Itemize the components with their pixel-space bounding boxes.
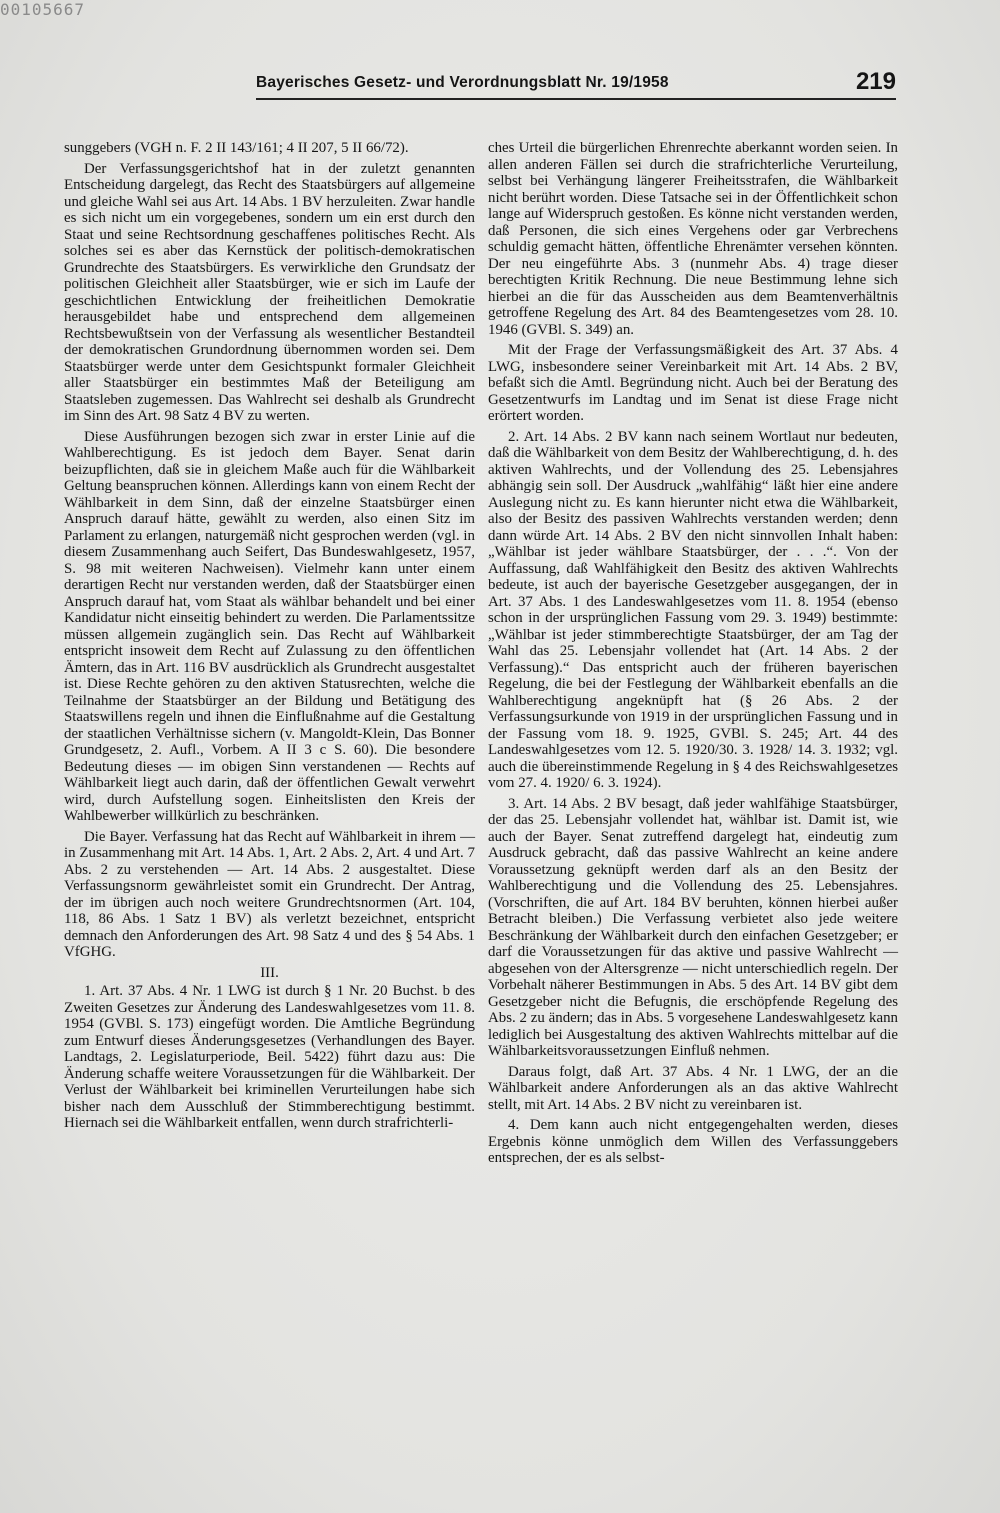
left-column xyxy=(64,140,475,1136)
paragraph: Der Verfassungsgerichtshof hat in der zuletzt genannten Entscheidung dargelegt, das Recht des Staatsbürgers auf allgemeine und gleiche Wahl sei aus Art. 14 Abs. 1 BV herzuleiten. Zwar handle es sich nicht um ein vorgegebenes, sondern um ein erst durch den Staat und seine Rechtsordnung geschaffenes politisches Recht. Als solches sei es aber das Kernstück der politisch-demokratischen Grundrechte des Staatsbürgers. Es verwirkliche den Grundsatz der politischen Gleichheit aller Staatsbürger, wie er sich im Laufe der geschichtlichen Entwicklung der freiheitlichen Demokratie herausgebildet habe und entsprechend dem allgemeinen Rechtsbewußtsein von der Verfassung als wesentlicher Bestandteil der demokratischen Grundordnung übernommen worden sei. Dem Staatsbürger werde unter dem Gesichtspunkt formaler Gleichheit aller Staatsbürger ein bestimmtes Maß der Beteiligung am Staatsleben zugemessen. Das Wahlrecht sei deshalb als Grundrecht im Sinn des Art. 98 Satz 4 BV zu werten. xyxy=(64,160,475,424)
section-heading: III. xyxy=(260,964,279,981)
page-number: 219 xyxy=(855,68,896,95)
archive-stamp: 00105667 xyxy=(0,0,86,19)
paragraph: 3. Art. 14 Abs. 2 BV besagt, daß jeder wahlfähige Staatsbürger, der das 25. Lebensjahr vollendet hat, wählbar ist. Damit ist, wie auch der Bayer. Senat zutreffend dargelegt hat, eindeutig zum Ausdruck gebracht, daß das passive Wahlrecht an keine andere Voraussetzung geknüpft werden darf als an den Besitz der Wahlberechtigung und die Vollendung des 25. Lebensjahres. (Vorschriften, die auf Art. 184 BV beruhten, können hierbei außer Betracht bleiben.) Die Verfassung verbietet also jede weitere Beschränkung der Wählbarkeit durch den einfachen Gesetzgeber; er darf die Voraussetzungen für das aktive und passive Wahlrecht — abgesehen von der Altersgrenze — nicht unterschiedlich regeln. Der Vorbehalt näherer Bestimmungen in Abs. 5 des Art. 14 BV gibt dem Gesetzgeber nicht die Befugnis, die erschöpfende Regelung des Abs. 2 zu ändern; das in Abs. 5 vorgesehene Landeswahlgesetz kann lediglich bei Ausgestaltung des aktiven Wahlrechts mittelbar auf die Wählbarkeitsvoraussetzungen Einfluß nehmen. xyxy=(488,795,898,1059)
paragraph: 2. Art. 14 Abs. 2 BV kann nach seinem Wortlaut nur bedeuten, daß die Wählbarkeit von dem Besitz der Wahlberechtigung, d. h. des aktiven Wahlrechts, und der Vollendung des 25. Lebensjahres abhängig sein soll. Der Ausdruck „wahlfähig“ läßt hier eine andere Auslegung nicht zu. Es kann hierunter nicht etwa die Wählbarkeit, also der Besitz des passiven Wahlrechts verstanden werden; denn dann würde Art. 14 Abs. 2 BV den nicht sinnvollen Inhalt haben: „Wählbar ist jeder wählbare Staatsbürger, der . . .“. Von der Auffassung, daß Wahlfähigkeit den Besitz des aktiven Wahlrechts bedeute, ist auch der bayerische Gesetzgeber ausgegangen, der in Art. 37 Abs. 1 des Landeswahlgesetzes vom 11. 8. 1954 (ebenso schon in der ursprünglichen Fassung vom 29. 3. 1949) bestimmte: „Wählbar ist jeder stimmberechtigte Staatsbürger, der am Tag der Wahl das 25. Lebensjahr vollendet hat (Art. 14 Abs. 2 der Verfassung).“ Das entspricht auch der früheren bayerischen Regelung, die bei der Festlegung der Wählbarkeit ebenfalls an die Wahlberechtigung angeknüpft hat (§ 26 Abs. 2 der Verfassungsurkunde von 1919 in der ursprünglichen Fassung und in der Fassung vom 18. 9. 1925, GVBl. S. 245; Art. 44 des Landeswahlgesetzes vom 12. 5. 1920/30. 3. 1928/ 14. 3. 1932; vgl. auch die übereinstimmende Regelung in § 4 des Reichswahlgesetzes vom 27. 4. 1920/ 6. 3. 1924). xyxy=(488,428,898,791)
journal-title: Bayerisches Gesetz- und Verordnungsblatt Nr. 19/1958 xyxy=(256,74,669,91)
right-column xyxy=(488,140,898,1171)
paragraph: ches Urteil die bürgerlichen Ehrenrechte aberkannt worden seien. In allen anderen Fällen sei durch die strafrichterliche Verurteilung, selbst bei Verhängung längerer Freiheitsstrafen, die Wählbarkeit nicht berührt worden. Diese Tatsache sei in der Öffentlichkeit schon lange auf Widerspruch gestoßen. Es könne nicht verstanden werden, daß Personen, die sich eines Vergehens oder gar Verbrechens schuldig gemacht hätten, öffentliche Ehrenämter versehen könnten. Der neu eingeführte Abs. 3 (nunmehr Abs. 4) trage dieser berechtigten Kritik Rechnung. Die neue Bestimmung lehne sich hierbei an die für das Ausscheiden aus dem Beamtenverhältnis getroffene Regelung des Art. 84 des Beamtengesetzes vom 28. 10. 1946 (GVBl. S. 349) an. xyxy=(488,140,898,338)
paragraph: Daraus folgt, daß Art. 37 Abs. 4 Nr. 1 LWG, der an die Wählbarkeit andere Anforderungen als an das aktive Wahlrecht stellt, mit Art. 14 Abs. 2 BV nicht zu vereinbaren ist. xyxy=(488,1063,898,1113)
paragraph: Diese Ausführungen bezogen sich zwar in erster Linie auf die Wahlberechtigung. Es ist jedoch dem Bayer. Senat darin beizupflichten, daß sie in gleichem Maße auch für die Wählbarkeit Geltung beanspruchen können. Allerdings kann von einem Recht der Wählbarkeit in dem Sinn, daß der einzelne Staatsbürger einen Anspruch darauf hätte, gewählt zu werden, also einen Sitz im Parlament zu erlangen, naturgemäß nicht gesprochen werden (vgl. in diesem Zusammenhang auch Seifert, Das Bundeswahlgesetz, 1957, S. 98 mit weiteren Nachweisen). Vielmehr kann unter einem derartigen Recht nur verstanden werden, daß der Staatsbürger einen Anspruch darauf hat, vom Staat als wählbar behandelt und bei einer Kandidatur nicht einseitig behindert zu werden. Die Parlamentssitze müssen allgemein zugänglich sein. Das Recht auf Wählbarkeit entspricht insoweit dem Recht auf Zulassung zu den öffentlichen Ämtern, das in Art. 116 BV ausdrücklich als Grundrecht ausgestaltet ist. Diese Rechte gehören zu den aktiven Statusrechten, welche die Teilnahme der Staatsbürger an der Bildung und Betätigung des Staatswillens regeln und ihnen die Einflußnahme auf die Gestaltung der staatlichen Verhältnisse sichern (v. Mangoldt-Klein, Das Bonner Grundgesetz, 2. Aufl., Vorbem. A II 3 c S. 60). Die besondere Bedeutung dieses — im obigen Sinn verstandenen — Rechts auf Wählbarkeit liegt auch darin, daß der öffentlichen Gewalt verwehrt wird, durch Aufstellung sogen. Einheitslisten den Kreis der Wahlbewerber willkürlich zu beschränken. xyxy=(64,428,475,824)
paragraph: Die Bayer. Verfassung hat das Recht auf Wählbarkeit in ihrem — in Zusammenhang mit Art. 14 Abs. 1, Art. 2 Abs. 2, Art. 4 und Art. 7 Abs. 2 zu verstehenden — Art. 14 Abs. 2 ausgestaltet. Diese Verfassungsnorm gewährleistet somit ein Grundrecht. Der Antrag, der im übrigen auch noch weitere Grundrechtsnormen (Art. 104, 118, 86 Abs. 1 Satz 1 BV) als verletzt bezeichnet, entspricht demnach den Anforderungen des Art. 98 Satz 4 und des § 54 Abs. 1 VfGHG. xyxy=(64,828,475,960)
paragraph: Mit der Frage der Verfassungsmäßigkeit des Art. 37 Abs. 4 LWG, insbesondere seiner Vereinbarkeit mit Art. 14 Abs. 2 BV, befaßt sich die Amtl. Begründung nicht. Auch bei der Beratung des Gesetzentwurfs im Landtag und im Senat ist diese Frage nicht erörtert worden. xyxy=(488,342,898,424)
header-rule xyxy=(256,98,896,100)
paragraph: sunggebers (VGH n. F. 2 II 143/161; 4 II 207, 5 II 66/72). xyxy=(64,140,409,156)
paragraph: 4. Dem kann auch nicht entgegengehalten werden, dieses Ergebnis könne unmöglich dem Willen des Verfassunggebers entsprechen, der es als selbst- xyxy=(488,1117,898,1166)
paragraph: 1. Art. 37 Abs. 4 Nr. 1 LWG ist durch § 1 Nr. 20 Buchst. b des Zweiten Gesetzes zur Änderung des Landeswahlgesetzes vom 11. 8. 1954 (GVBl. S. 173) eingefügt worden. Die Amtliche Begründung zum Entwurf dieses Änderungsgesetzes (Verhandlungen des Bayer. Landtags, 2. Legislaturperiode, Beil. 5422) führt dazu aus: Die Änderung schaffe weitere Voraussetzungen für die Wählbarkeit. Der Verlust der Wählbarkeit bei kriminellen Verurteilungen habe sich bisher nach dem Ausschluß der Stimmberechtigung bestimmt. Hiernach sei die Wählbarkeit entfallen, wenn durch strafrichterli- xyxy=(64,983,475,1131)
